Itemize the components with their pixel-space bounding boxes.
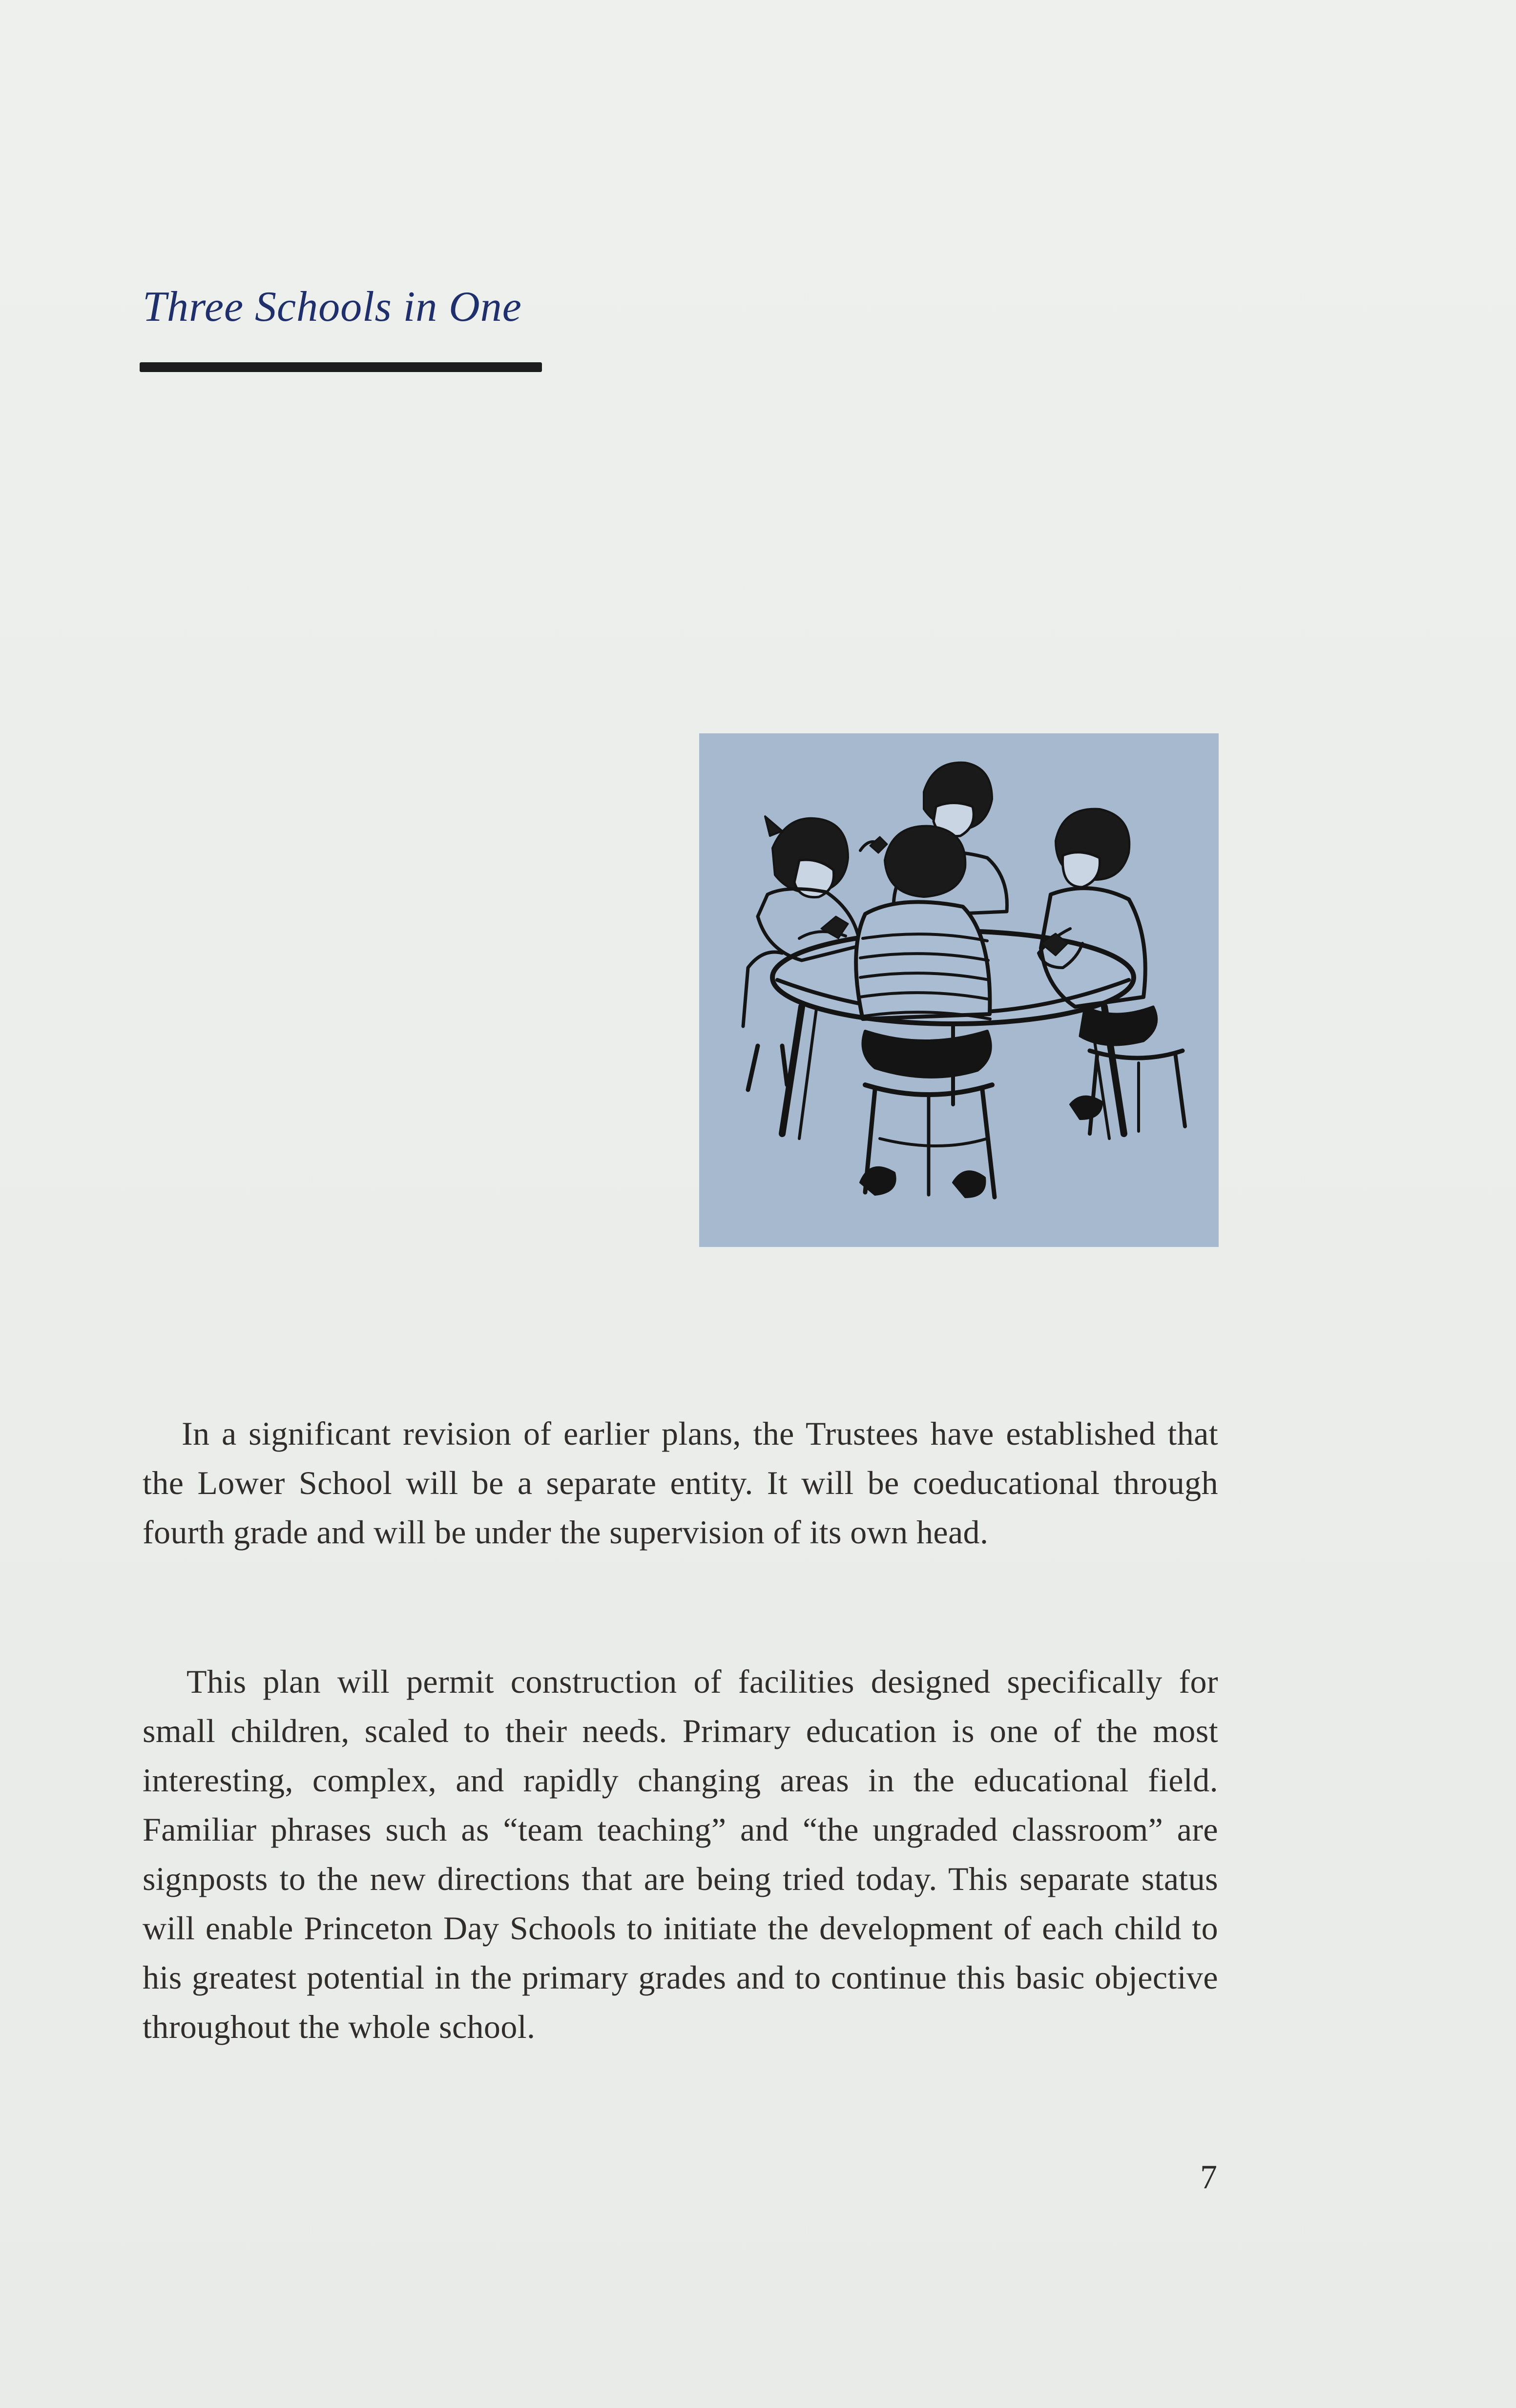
page-number: 7 [1200,2159,1217,2196]
section-title: Three Schools in One [143,283,522,331]
children-at-round-table-illustration [699,733,1219,1247]
body-paragraph: In a significant revision of earlier plans, the Trustees have established that the Lower School will be a separate entity. It will be coeducational through fourth grade and will be under the supervision of its own head. [143,1415,1218,1551]
children-at-round-table-icon [699,733,1219,1247]
title-underline-rule [140,362,542,372]
body-paragraph: This plan will permit construction of facilities designed specifically for small children, scaled to their needs. Primary education is one of the most interesting, complex, and rapidly changing areas in the educational field. Familiar phrases such as “team teaching” and “the ungraded classroom” are signposts to the new directions that are being tried today. This separate status will enable Princeton Day Schools to initiate the development of each child to his greatest potential in the primary grades and to continue this basic objective throughout the whole school. [143,1663,1218,2045]
